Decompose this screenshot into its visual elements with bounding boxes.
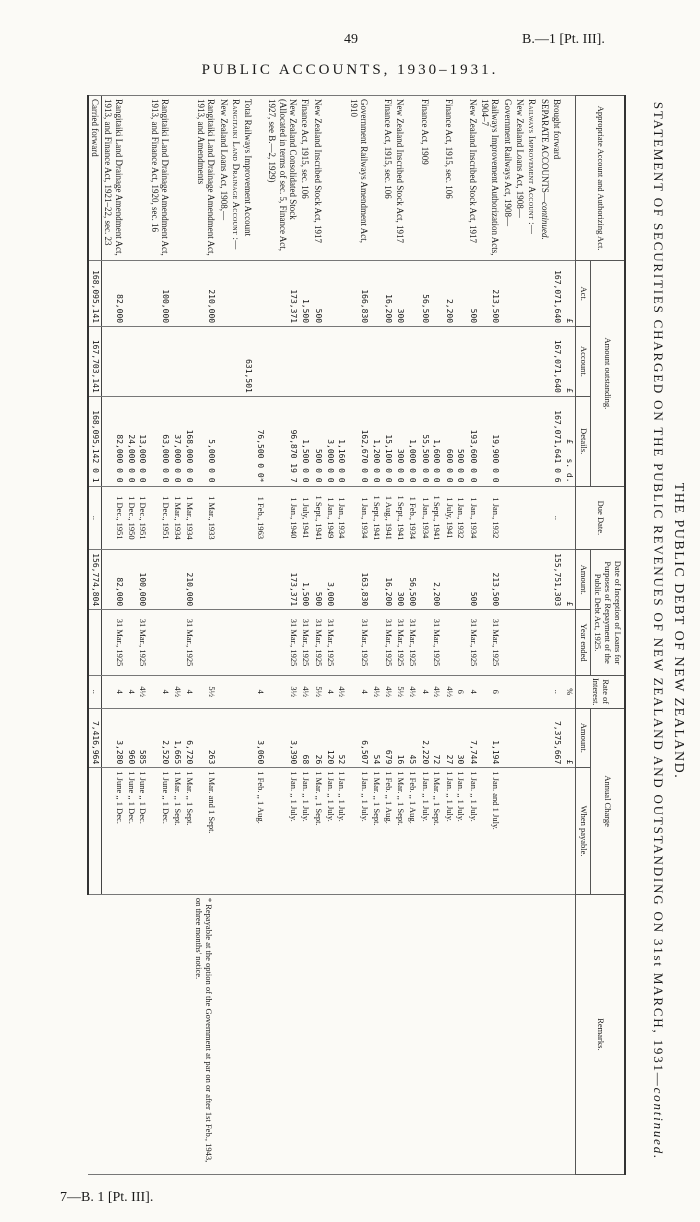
cell-rate: 3½ — [266, 675, 299, 708]
cell-annual: 3,390 — [266, 708, 299, 768]
cell-details: 168,000 0 0 — [183, 396, 195, 486]
unit-pound: £ — [563, 550, 575, 610]
cell-due: 1 Jan., 1949 — [324, 486, 336, 550]
cell-inception: 500 — [311, 550, 323, 610]
section-main: SEPARATE ACCOUNTS— — [539, 99, 550, 202]
cell-year: 31 Mar., 1925 — [299, 610, 311, 676]
cell-annual: 7,375,667 — [551, 708, 563, 768]
header-account: Account. — [575, 327, 590, 397]
cell-details: 162,670 0 0 — [347, 396, 370, 486]
cell-rate: 6 — [479, 675, 502, 708]
cell-inception: 210,000 — [183, 550, 195, 610]
header-act: Act. — [575, 261, 590, 327]
row-label: New Zealand Consolidated Stock (Allocated in terms of sec. 5, Finance Act, 1927, see B.—2, 1929) — [266, 96, 299, 261]
cell-rate: 5½ — [311, 675, 323, 708]
cell-inception: 156,774,804 — [88, 550, 102, 610]
unit-sd: s. d. — [564, 458, 574, 483]
cell-when-payable: 1 Mar. ,, 1 Sept. — [370, 768, 382, 895]
cell-annual: 54 — [370, 708, 382, 768]
cell-when-payable: 1 Mar. ,, 1 Sept. — [183, 768, 195, 895]
cell-annual: 27 — [442, 708, 454, 768]
cell-when-payable: 1 June ,, 1 Dec. — [148, 768, 171, 895]
cell-act: 300 — [394, 261, 406, 327]
running-title: PUBLIC ACCOUNTS, 1930–1931. — [201, 62, 499, 78]
unit-pound: £ — [564, 439, 574, 444]
cell-annual: 7,744 — [466, 708, 478, 768]
section-cont: continued. — [539, 201, 550, 240]
cell-when-payable: 1 Jan. ,, 1 July. — [347, 768, 370, 895]
cell-details: 600 0 0 — [442, 396, 454, 486]
row-label: New Zealand Inscribed Stock Act, 1917 — [311, 96, 323, 261]
cell-due: 1 Dec., 1951 — [148, 486, 171, 550]
row-label: Rangitaiki Land Drainage Amendment Act, 1913, and Amendments — [195, 96, 218, 261]
cell-act: 2,200 — [442, 261, 454, 327]
cell-rate: 5½ — [394, 675, 406, 708]
cell-rate: 4½ — [382, 675, 394, 708]
cell-due: 1 Jan., 1934 — [336, 486, 348, 550]
cell-annual: 7,416,964 — [88, 708, 102, 768]
unit-percent: % — [563, 675, 575, 708]
cell-act: 16,200 — [382, 261, 394, 327]
cell-details: 55,500 0 0 — [418, 396, 430, 486]
cell-due: 1 July, 1941 — [299, 486, 311, 550]
cell-rate: .. — [88, 675, 102, 708]
row-label: New Zealand Inscribed Stock Act, 1917 — [394, 96, 406, 261]
row-label: New Zealand Inscribed Stock Act, 1917 — [466, 96, 478, 261]
cell-when-payable: 1 Jan. and 1 July. — [479, 768, 502, 895]
cell-year: 31 Mar., 1925 — [137, 610, 149, 676]
cell-when-payable: 1 Jan. ,, 1 July. — [455, 768, 467, 895]
cell-due: .. — [88, 486, 102, 550]
row-label: Government Railways Amendment Act, 1910 — [347, 96, 370, 261]
rotated-region — [0, 88, 700, 1183]
cell-when-payable: 1 Mar. ,, 1 Sept. — [394, 768, 406, 895]
cell-inception: 100,000 — [137, 550, 149, 610]
cell-year: 31 Mar., 1925 — [431, 610, 443, 676]
cell-due: 1 Sept., 1941 — [311, 486, 323, 550]
header-details: Details. — [575, 396, 590, 486]
cell-details: 1,500 0 0 — [299, 396, 311, 486]
header-when-payable: When payable. — [575, 768, 590, 895]
cell-year: 31 Mar., 1925 — [102, 610, 125, 676]
cell-annual: 960 — [125, 708, 137, 768]
cell-due: 1 Mar., 1934 — [183, 486, 195, 550]
cell-details: 15,100 0 0 — [382, 396, 394, 486]
cell-year: 31 Mar., 1925 — [406, 610, 418, 676]
statement-title: THE PUBLIC DEBT OF NEW ZEALAND. — [671, 482, 686, 780]
cell-year: 31 Mar., 1925 — [394, 610, 406, 676]
cell-act: 210,000 — [195, 261, 218, 327]
cell-annual: 68 — [299, 708, 311, 768]
row-label: Finance Act, 1915, sec. 106 — [442, 96, 454, 261]
cell-annual: 2,220 — [418, 708, 430, 768]
cell-when-payable: 1 June ,, 1 Dec. — [125, 768, 137, 895]
cell-year: 31 Mar., 1925 — [311, 610, 323, 676]
unit-pound: £ — [563, 708, 575, 768]
cell-rate: 4 — [324, 675, 336, 708]
cell-details: 1,200 0 0 — [370, 396, 382, 486]
rotated-statement — [0, 88, 700, 1183]
cell-annual: 6,507 — [347, 708, 370, 768]
cell-year: 31 Mar., 1925 — [183, 610, 195, 676]
cell-due: 1 Jan., 1934 — [418, 486, 430, 550]
cell-rate: 4 — [418, 675, 430, 708]
cell-inception: 500 — [466, 550, 478, 610]
cell-year: 31 Mar., 1925 — [466, 610, 478, 676]
cell-due: 1 Jan., 1932 — [455, 486, 467, 550]
cell-act: 1,500 — [299, 261, 311, 327]
cell-annual: 16 — [394, 708, 406, 768]
cell-inception: 173,371 — [266, 550, 299, 610]
cell-inception: 155,751,303 — [551, 550, 563, 610]
cell-due: 1 Sept., 1941 — [370, 486, 382, 550]
cell-annual: 1,665 — [171, 708, 183, 768]
cell-due: 1 Jan., 1940 — [266, 486, 299, 550]
row-label: Carried forward — [88, 96, 102, 261]
cell-rate: 6 — [455, 675, 467, 708]
cell-year: 31 Mar., 1925 — [347, 610, 370, 676]
cell-when-payable: 1 Jan. ,, 1 July. — [466, 768, 478, 895]
cell-annual: 3,060 — [254, 708, 266, 768]
account-heading: Rangitaiki Land Drainage Account :— — [230, 96, 242, 261]
cell-details: 82,000 0 0 — [102, 396, 125, 486]
cell-rate: 4 — [347, 675, 370, 708]
row-label: Railways Improvement Authorization Acts, 1904–7 — [479, 96, 502, 261]
cell-annual: 30 — [455, 708, 467, 768]
row-label: Rangitaiki Land Drainage Amendment Act, 1913, and Finance Act, 1920, sec. 16 — [148, 96, 171, 261]
cell-due: 1 Dec., 1950 — [125, 486, 137, 550]
cell-year: 31 Mar., 1925 — [479, 610, 502, 676]
cell-when-payable: 1 Feb. ,, 1 Aug. — [254, 768, 266, 895]
cell-when-payable: 1 Jan. ,, 1 July. — [418, 768, 430, 895]
header-amount-outstanding: Amount outstanding. — [590, 261, 625, 486]
cell-act: 82,000 — [102, 261, 125, 327]
statement-subtitle-main: STATEMENT OF SECURITIES CHARGED ON THE PUBLIC REVENUES OF NEW ZEALAND AND OUTSTANDING ON 31st MARCH, 1931— — [651, 101, 666, 1088]
row-label: Rangitaiki Land Drainage Amendment Act, 1913, and Finance Act, 1921–22, sec. 23 — [102, 96, 125, 261]
cell-rate: 4 — [466, 675, 478, 708]
cell-rate: 4 — [183, 675, 195, 708]
cell-act: 100,000 — [148, 261, 171, 327]
cell-details: 76,500 0 0* — [254, 396, 266, 486]
cell-rate: 4½ — [336, 675, 348, 708]
cell-due: 1 July, 1941 — [442, 486, 454, 550]
header-act-col: Appropriate Account and Authorizing Act. — [575, 96, 625, 261]
cell-inception: 82,000 — [102, 550, 125, 610]
cell-annual: 2,520 — [148, 708, 171, 768]
cell-due: 1 Jan., 1934 — [347, 486, 370, 550]
cell-details: 3,000 0 0 — [324, 396, 336, 486]
header-remarks: Remarks. — [575, 894, 625, 1174]
cell-act: 56,500 — [418, 261, 430, 327]
cell-details: 168,095,142 0 1 — [88, 396, 102, 486]
cell-due: 1 Jan., 1934 — [466, 486, 478, 550]
header-rate: Rate of Interest. — [575, 675, 625, 708]
cell-act: 168,095,141 — [88, 261, 102, 327]
cell-account: 631,501 — [242, 327, 254, 397]
cell-when-payable: 1 Jan. ,, 1 July. — [266, 768, 299, 895]
page-number: 49 — [344, 32, 358, 47]
section-label — [538, 96, 550, 261]
cell-annual: 585 — [137, 708, 149, 768]
row-label: Brought forward — [551, 96, 563, 261]
header-annual-amount: Amount. — [575, 708, 590, 768]
header-annual-charge: Annual Charge — [590, 708, 625, 894]
cell-due: 1 Dec., 1951 — [102, 486, 125, 550]
cell-due: 1 Mar., 1933 — [195, 486, 218, 550]
statement-subtitle-continued: continued. — [651, 1087, 666, 1161]
cell-when-payable: 1 Mar. ,, 1 Sept. — [431, 768, 443, 895]
cell-inception: 16,200 — [382, 550, 394, 610]
cell-act: 166,830 — [347, 261, 370, 327]
page-footer: 7—B. 1 [Pt. III]. — [60, 1190, 154, 1205]
cell-rate: 4½ — [370, 675, 382, 708]
cell-rate: 4 — [254, 675, 266, 708]
cell-details: 19,900 0 0 — [479, 396, 502, 486]
cell-inception: 3,000 — [324, 550, 336, 610]
cell-rate: 4 — [125, 675, 137, 708]
cell-when-payable: 1 Jan. ,, 1 July. — [442, 768, 454, 895]
cell-act: 500 — [311, 261, 323, 327]
subtotal-label: Total Railways Improvement Account — [242, 96, 254, 261]
cell-details: 193,600 0 0 — [466, 396, 478, 486]
cell-inception: 1,500 — [299, 550, 311, 610]
cell-inception: 2,200 — [431, 550, 443, 610]
cell-details: 37,000 0 0 — [171, 396, 183, 486]
cell-details: 300 0 0 — [394, 396, 406, 486]
remarks-cell — [88, 894, 576, 1174]
cell-when-payable: 1 Jan. ,, 1 July. — [299, 768, 311, 895]
cell-when-payable: 1 Mar. and 1 Sept. — [195, 768, 218, 895]
cell-due: 1 Sept., 1941 — [394, 486, 406, 550]
cell-annual: 263 — [195, 708, 218, 768]
cell-annual: 3,280 — [102, 708, 125, 768]
cell-annual: 679 — [382, 708, 394, 768]
cell-due: .. — [551, 486, 563, 550]
page-reference: B.—1 [Pt. III]. — [522, 32, 605, 47]
cell-act: 173,371 — [266, 261, 299, 327]
cell-when-payable: 1 Mar. ,, 1 Sept. — [171, 768, 183, 895]
securities-table — [87, 95, 626, 1175]
cell-due: 1 Jan., 1932 — [479, 486, 502, 550]
cell-annual: 72 — [431, 708, 443, 768]
cell-due: 1 Feb., 1934 — [406, 486, 418, 550]
cell-annual: 52 — [336, 708, 348, 768]
unit-pound: £ — [563, 327, 575, 397]
cell-due: 1 Feb., 1963 — [254, 486, 266, 550]
cell-inception: 163,830 — [347, 550, 370, 610]
cell-account: 167,071,640 — [551, 327, 563, 397]
cell-annual: 45 — [406, 708, 418, 768]
header-year-ended: Year ended — [575, 610, 590, 676]
row-label: Finance Act, 1915, sec. 106 — [299, 96, 311, 261]
cell-when-payable: 1 Mar. ,, 1 Sept. — [311, 768, 323, 895]
cell-rate: 5½ — [195, 675, 218, 708]
cell-rate: 4½ — [171, 675, 183, 708]
cell-details: 500 0 0 — [311, 396, 323, 486]
row-label: Finance Act, 1909 — [418, 96, 430, 261]
cell-rate: 4 — [102, 675, 125, 708]
header-date-inception: Date of Inception of Loans for Purposes of Repayment of the Public Debt Act, 1925. — [590, 550, 625, 676]
act-heading: New Zealand Loans Act, 1908,— — [217, 96, 229, 261]
cell-due: 1 Aug., 1941 — [382, 486, 394, 550]
cell-rate: 4 — [148, 675, 171, 708]
cell-when-payable: 1 June ,, 1 Dec. — [102, 768, 125, 895]
cell-when-payable: 1 Feb. ,, 1 Aug. — [382, 768, 394, 895]
cell-act: 213,500 — [479, 261, 502, 327]
cell-annual: 26 — [311, 708, 323, 768]
cell-due: 1 Dec., 1951 — [137, 486, 149, 550]
cell-when-payable: 1 Jan. ,, 1 July. — [324, 768, 336, 895]
cell-rate: .. — [551, 675, 563, 708]
cell-details: 167,071,641 0 6 — [551, 396, 563, 486]
header-inception-amount: Amount. — [575, 550, 590, 610]
unit-pound-sd — [563, 396, 575, 486]
cell-inception: 300 — [394, 550, 406, 610]
row-label: Finance Act, 1915, sec. 106 — [382, 96, 394, 261]
unit-pound: £ — [563, 261, 575, 327]
cell-details: 1,160 0 0 — [336, 396, 348, 486]
cell-details: 24,000 0 0 — [125, 396, 137, 486]
cell-details: 63,000 0 0 — [148, 396, 171, 486]
cell-rate: 4½ — [406, 675, 418, 708]
cell-annual: 120 — [324, 708, 336, 768]
cell-details: 1,600 0 0 — [431, 396, 443, 486]
cell-rate: 4½ — [442, 675, 454, 708]
header-due-date: Due Date. — [575, 486, 625, 550]
cell-year: 31 Mar., 1925 — [324, 610, 336, 676]
cell-account: 167,703,141 — [88, 327, 102, 397]
account-heading: Railways Improvement Account :— — [526, 96, 538, 261]
cell-when-payable: 1 June ,, 1 Dec. — [137, 768, 149, 895]
cell-act: 167,071,640 — [551, 261, 563, 327]
cell-due: 1 Sept., 1941 — [431, 486, 443, 550]
cell-details: 1,000 0 0 — [406, 396, 418, 486]
statement-subtitle — [650, 96, 666, 1166]
remarks-note: * Repayable at the option of the Government at par on or after 1st Feb., 1943, on three months' notice. — [193, 897, 214, 1163]
act-heading: New Zealand Loans Act, 1908— — [514, 96, 526, 261]
cell-act: 500 — [466, 261, 478, 327]
cell-details: 96,870 19 7 — [266, 396, 299, 486]
cell-when-payable: 1 Feb. ,, 1 Aug. — [406, 768, 418, 895]
cell-year: 31 Mar., 1925 — [266, 610, 299, 676]
cell-year: 31 Mar., 1925 — [382, 610, 394, 676]
cell-rate: 4½ — [299, 675, 311, 708]
cell-details: 5,000 0 0 — [195, 396, 218, 486]
cell-annual: 1,194 — [479, 708, 502, 768]
cell-due: 1 Mar., 1934 — [171, 486, 183, 550]
cell-rate: 4½ — [431, 675, 443, 708]
cell-annual: 6,720 — [183, 708, 195, 768]
cell-details: 500 0 0 — [455, 396, 467, 486]
cell-when-payable: 1 Jan. ,, 1 July. — [336, 768, 348, 895]
cell-details: 13,000 0 0 — [137, 396, 149, 486]
cell-inception: 213,500 — [479, 550, 502, 610]
cell-inception: 56,500 — [406, 550, 418, 610]
act-heading: Government Railways Act, 1908— — [501, 96, 513, 261]
units-row — [563, 96, 575, 1175]
cell-rate: 4½ — [137, 675, 149, 708]
